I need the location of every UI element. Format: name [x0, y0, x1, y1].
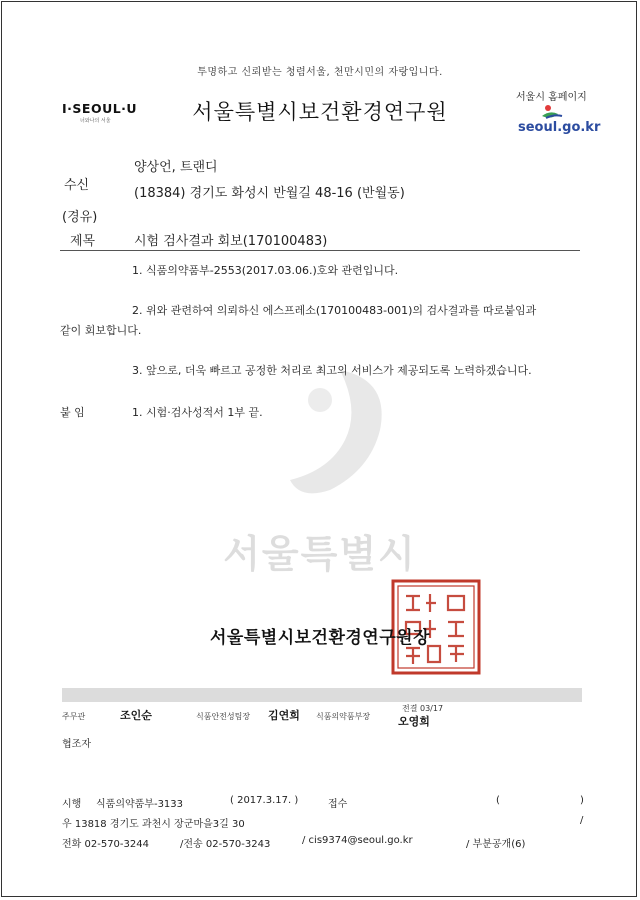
paragraph-3: 3. 앞으로, 더욱 빠르고 공정한 처리로 최고의 서비스가 제공되도록 노력하겠습니다.: [132, 364, 532, 377]
via-label: (경유): [62, 210, 98, 225]
recipient-label: 수신: [64, 178, 90, 193]
receive-open-paren: (: [496, 795, 500, 806]
homepage-label: 서울시 홈페이지: [516, 92, 587, 103]
homepage-url: seoul.go.kr: [518, 120, 601, 135]
paragraph-1: 1. 식품의약품부-2553(2017.03.06.)호와 관련입니다.: [132, 264, 399, 277]
watermark-text: 서울특별시: [223, 532, 417, 576]
iseoul-logo-subtitle: 너와나의 서울: [80, 118, 111, 124]
approver-1-label: 주무관: [62, 712, 86, 721]
cooperator-label: 협조자: [62, 739, 91, 750]
signatory-title: 서울특별시보건환경연구원장: [210, 628, 430, 648]
footer-fax: /전송 02-570-3243: [180, 839, 271, 850]
seoul-symbol-icon: [536, 102, 566, 122]
approver-3-label: 식품의약품부장: [316, 712, 371, 721]
enforce-number: 식품의약품부-3133: [96, 799, 184, 810]
attachment-label: 붙 임: [60, 406, 85, 419]
footer-phone: 전화 02-570-3244: [62, 839, 149, 850]
paragraph-2-line-1: 2. 위와 관련하여 의뢰하신 에스프레소(170100483-001)의 검사결과를 따로붙임과: [132, 304, 537, 317]
footer-address: 우 13818 경기도 과천시 장군마을3길 30: [62, 819, 245, 830]
footer-address-slash: /: [580, 815, 584, 826]
receive-label: 접수: [328, 799, 348, 810]
organization-title: 서울특별시보건환경연구원: [192, 100, 448, 124]
subject-label: 제목: [70, 234, 96, 249]
footer-email: / cis9374@seoul.go.kr: [302, 835, 413, 846]
enforce-label: 시행: [62, 799, 82, 810]
approver-2-label: 식품안전성팀장: [196, 712, 251, 721]
recipient-name: 양상언, 트랜디: [134, 160, 218, 175]
subject-divider: [60, 250, 580, 251]
receive-close-paren: ): [580, 795, 584, 806]
attachment-text: 1. 시험·검사성적서 1부 끝.: [132, 406, 263, 419]
seoul-watermark-symbol-icon: [270, 360, 400, 520]
approver-3-date: 전결 03/17: [402, 704, 444, 713]
approval-band: [62, 688, 582, 702]
slogan: 투명하고 신뢰받는 청렴서울, 천만시민의 자랑입니다.: [197, 67, 443, 78]
recipient-address: (18384) 경기도 화성시 반월길 48-16 (반월동): [134, 186, 405, 201]
footer-disclosure: / 부분공개(6): [466, 839, 526, 850]
paragraph-2-line-2: 같이 회보합니다.: [60, 324, 142, 337]
approver-3-name: 오영희: [398, 715, 430, 728]
approver-1-name: 조인순: [120, 709, 152, 722]
enforce-date: ( 2017.3.17. ): [230, 795, 299, 806]
approver-2-name: 김연희: [268, 709, 300, 722]
iseoul-logo: I·SEOUL·U: [62, 101, 138, 116]
subject-text: 시험 검사결과 회보(170100483): [134, 234, 328, 249]
